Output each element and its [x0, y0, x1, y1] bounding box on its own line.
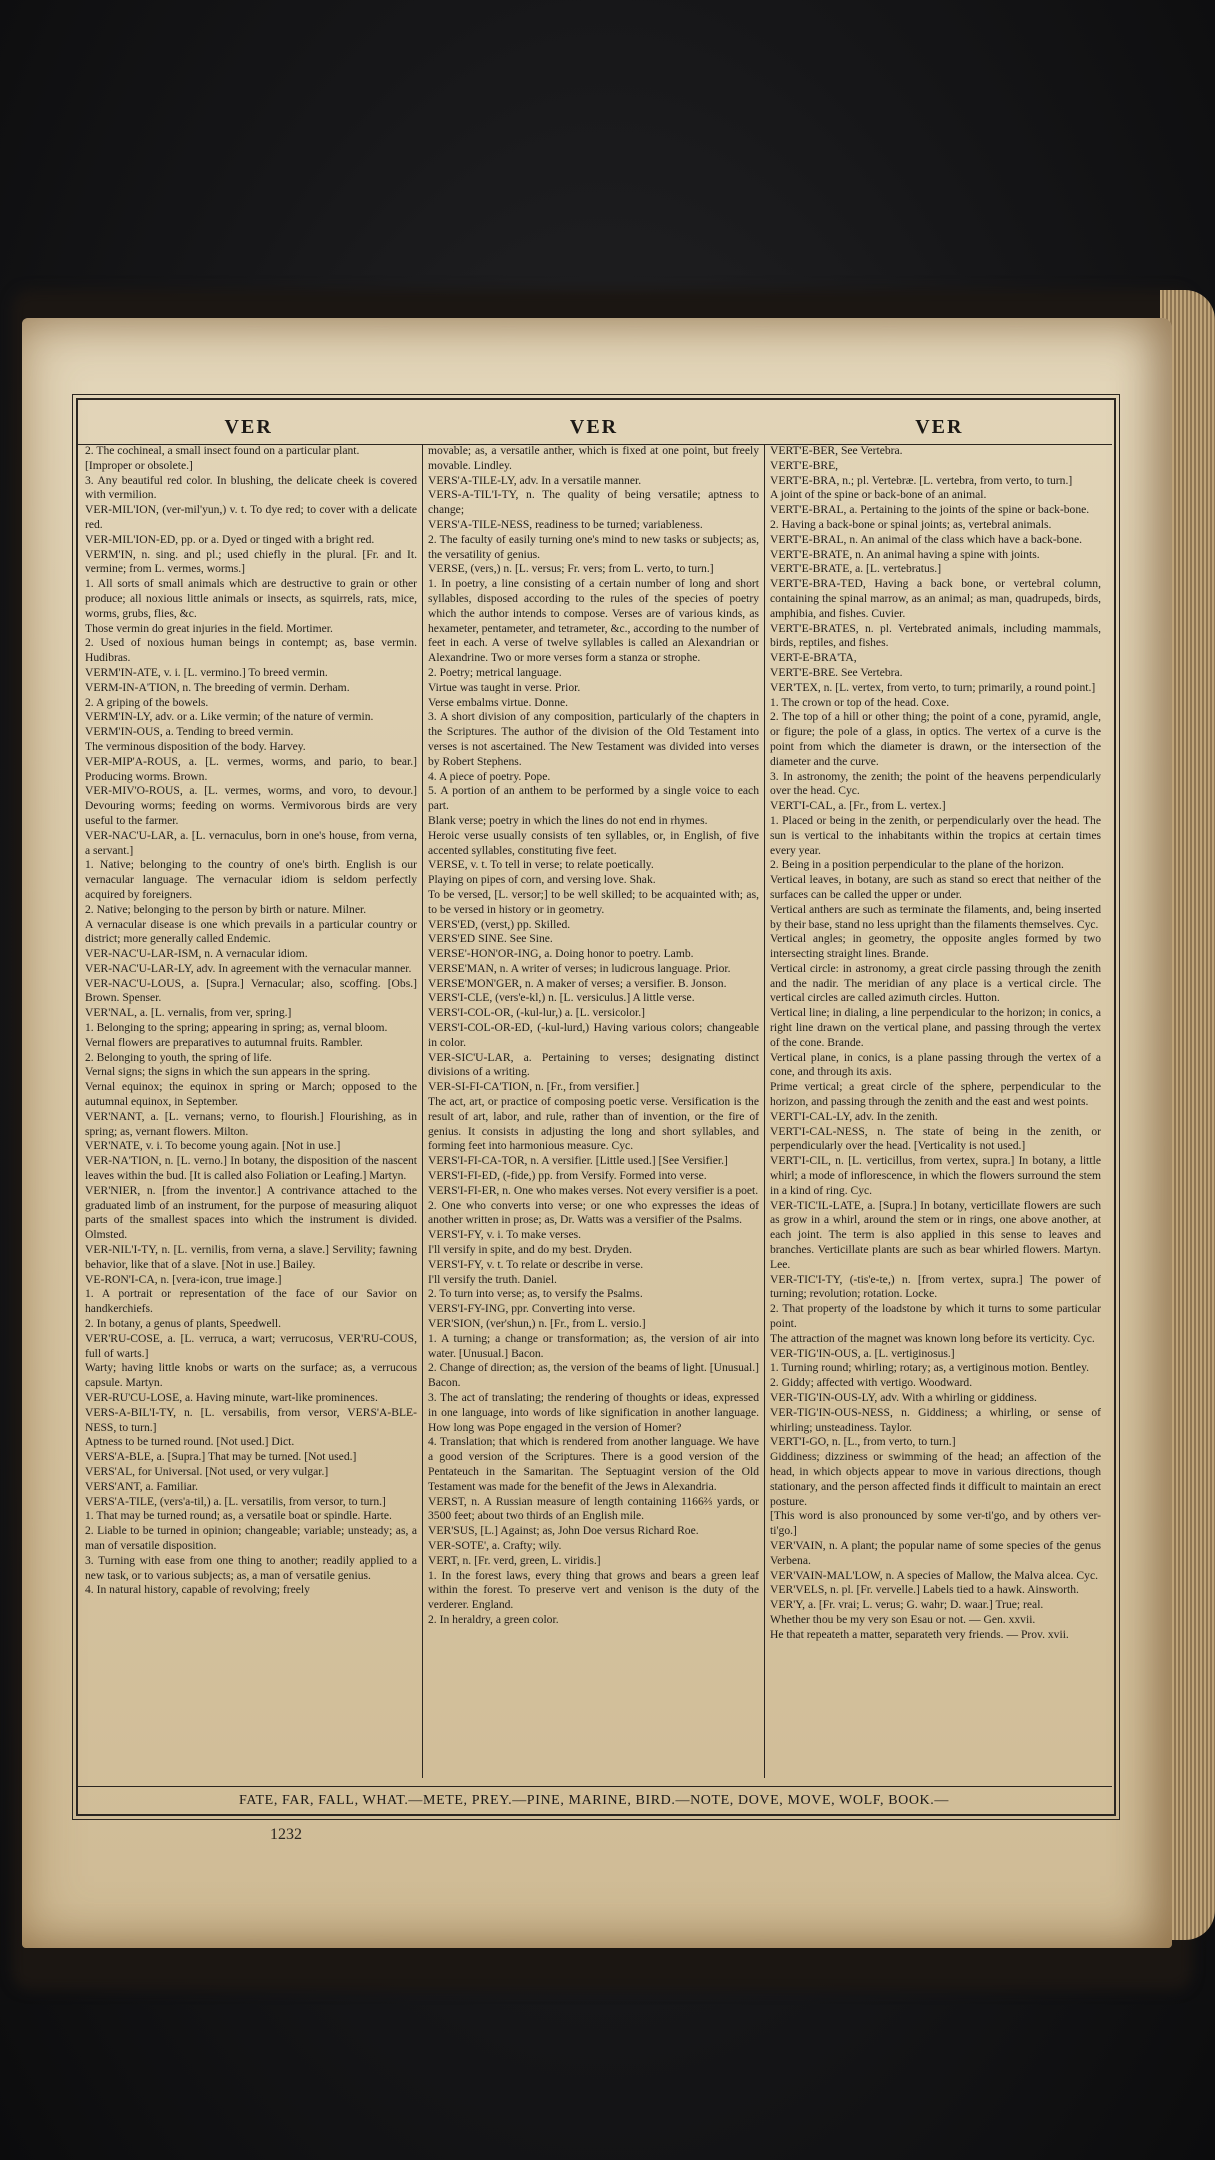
dictionary-entry: VERT'E-BER, See Vertebra. [770, 444, 903, 457]
dictionary-entry: 3. The act of translating; the rendering of thoughts or ideas, expressed in one language, into words of like signification in another language. How long was Pope engaged in the version of Homer? [428, 1391, 759, 1434]
dictionary-entry: VER-NIL'I-TY, n. [L. vernilis, from verna, a slave.] Servility; fawning behavior, like that of a slave. [Not in use.] Bailey. [85, 1243, 417, 1271]
dictionary-entry: Playing on pipes of corn, and versing love. Shak. [428, 873, 656, 887]
dictionary-entry: VER-NAC'U-LAR-LY, adv. In agreement with the vernacular manner. [85, 961, 412, 975]
dictionary-entry: 1. Turning round; whirling; rotary; as, a vertiginous motion. Bentley. [770, 1361, 1090, 1375]
dictionary-entry: 4. Translation; that which is rendered from another language. We have a good version of the Scriptures. There is a good version of the Pentateuch in the Samaritan. The Septuagint version of the Old Testament was made for the benefit of the Jews in Alexandria. [428, 1435, 759, 1493]
dictionary-entry: VERS'I-FY, v. i. To make verses. [428, 1228, 582, 1242]
dictionary-entry: VERS'A-TILE-LY, adv. In a versatile manner. [428, 473, 642, 487]
dictionary-entry: VER-NAC'U-LOUS, a. [Supra.] Vernacular; also, scoffing. [Obs.] Brown. Spenser. [85, 976, 417, 1005]
dictionary-entry: VER-NAC'U-LAR-ISM, n. A vernacular idiom. [85, 947, 308, 961]
dictionary-entry: VERS'A-TILE-NESS, readiness to be turned; variableness. [428, 517, 703, 531]
dictionary-entry: 2. Giddy; affected with vertigo. Woodward. [770, 1376, 973, 1390]
dictionary-entry: 2. Change of direction; as, the version of the beams of light. [Unusual.] Bacon. [428, 1361, 759, 1390]
pronunciation-key-footer: FATE, FAR, FALL, WHAT.—METE, PREY.—PINE, MARINE, BIRD.—NOTE, DOVE, MOVE, WOLF, BOOK.— [76, 1786, 1112, 1815]
dictionary-entry: He that repeateth a matter, separateth very friends. — Prov. xvii. [770, 1627, 1069, 1641]
dictionary-entry: VERS'I-FI-ED, (-fide,) pp. from Versify. Formed into verse. [428, 1169, 707, 1183]
dictionary-entry: 5. A portion of an anthem to be performed by a single voice to each part. [428, 784, 759, 813]
dictionary-entry: Vernal signs; the signs in which the sun appears in the spring. [85, 1065, 371, 1079]
column-header-left: VER [224, 416, 273, 438]
dictionary-entry: VER'NATE, v. i. To become young again. [Not in use.] [85, 1139, 341, 1153]
dictionary-entry: 1. All sorts of small animals which are destructive to grain or other produce; all noxious little animals or insects, as squirrels, rats, mice, worms, grubs, flies, &c. [85, 577, 417, 620]
dictionary-entry: VERS'AL, for Universal. [Not used, or very vulgar.] [85, 1464, 329, 1478]
dictionary-entry: VERT'E-BRATE, n. An animal having a spine with joints. [770, 547, 1040, 561]
running-headers [76, 412, 1112, 445]
dictionary-entry: Prime vertical; a great circle of the sphere, perpendicular to the horizon, and passing through the zenith and the east and west points. [770, 1080, 1101, 1109]
dictionary-entry: VERS'I-CLE, (vers'e-kl,) n. [L. versiculus.] A little verse. [428, 991, 695, 1005]
dictionary-entry: VERS'ED SINE. See Sine. [428, 932, 553, 946]
dictionary-entry: [This word is also pronounced by some ver-ti'go, and by others ver-ti'go.] [770, 1509, 1101, 1538]
dictionary-entry: 3. In astronomy, the zenith; the point of the heavens perpendicularly over the head. Cyc. [770, 769, 1101, 798]
dictionary-entry: 4. A piece of poetry. Pope. [428, 769, 551, 783]
dictionary-entry: VERSE'-HON'OR-ING, a. Doing honor to poetry. Lamb. [428, 947, 694, 961]
dictionary-entry: VER-TIG'IN-OUS-LY, adv. With a whirling or giddiness. [770, 1391, 1037, 1404]
dictionary-entry: 1. Placed or being in the zenith, or perpendicularly over the head. The sun is vertical to the inhabitants within the tropics at certain times every year. [770, 813, 1101, 857]
dictionary-entry: VERS'ED, (verst,) pp. Skilled. [428, 917, 571, 931]
dictionary-entry: A joint of the spine or back-bone of an animal. [770, 488, 987, 502]
dictionary-entry: VERSE, v. t. To tell in verse; to relate poetically. [428, 858, 654, 872]
dictionary-entry: Virtue was taught in verse. Prior. [428, 680, 581, 694]
column-right [764, 444, 1106, 1778]
dictionary-entry: VERT'E-BRA-TED, Having a back bone, or vertebral column, containing the spinal marrow, as an animal; as man, quadrupeds, birds, amphibia, and fishes. Cuvier. [770, 577, 1101, 620]
dictionary-entry: VERST, n. A Russian measure of length containing 1166⅔ yards, or 3500 feet; about two thirds of an English mile. [428, 1494, 759, 1523]
column-left [80, 444, 422, 1778]
dictionary-entry: VERM'IN-LY, adv. or a. Like vermin; of the nature of vermin. [85, 710, 374, 724]
dictionary-entry: Whether thou be my very son Esau or not. — Gen. xxvii. [770, 1612, 1036, 1626]
dictionary-entry: VERT'I-CIL, n. [L. verticillus, from vertex, supra.] In botany, a little whirl; a mode of inflorescence, in which the flowers surround the stem in a kind of ring. Cyc. [770, 1154, 1101, 1197]
dictionary-entry: 2. One who converts into verse; or one who expresses the ideas of another written in prose; as, Dr. Watts was a versifier of the Psalms. [428, 1198, 759, 1227]
dictionary-entry: I'll versify the truth. Daniel. [428, 1272, 557, 1286]
dictionary-entry: 2. The top of a hill or other thing; the point of a cone, pyramid, angle, or figure; the pole of a glass, in optics. The vertex of a curve is the point from which the diameter is drawn, or the intersection of the diameter and the curve. [770, 710, 1101, 768]
dictionary-entry: VERT'I-CAL, a. [Fr., from L. vertex.] [770, 799, 946, 813]
dictionary-entry: A vernacular disease is one which prevails in a particular country or district; more generally called Endemic. [85, 917, 417, 946]
dictionary-entry: Vertical angles; in geometry, the opposite angles formed by two intersecting straight lines. Brande. [770, 932, 1101, 961]
dictionary-entry: The verminous disposition of the body. Harvey. [85, 739, 306, 753]
dictionary-entry: VER-RU'CU-LOSE, a. Having minute, wart-like prominences. [85, 1391, 378, 1404]
dictionary-entry: 2. Belonging to youth, the spring of life. [85, 1050, 272, 1064]
dictionary-entry: VER-NAC'U-LAR, a. [L. vernaculus, born in one's house, from verna, a servant.] [85, 828, 417, 857]
dictionary-entry: VER'VELS, n. pl. [Fr. vervelle.] Labels tied to a hawk. Ainsworth. [770, 1583, 1079, 1597]
dictionary-entry: VERS'I-COL-OR, (-kul-lur,) a. [L. versicolor.] [428, 1006, 646, 1020]
page-number: 1232 [270, 1826, 302, 1843]
dictionary-entry: 2. Being in a position perpendicular to the plane of the horizon. [770, 858, 1064, 872]
dictionary-entry: Blank verse; poetry in which the lines do not end in rhymes. [428, 813, 708, 827]
dictionary-entry: Vertical plane, in conics, is a plane passing through the vertex of a cone, and through its axis. [770, 1050, 1101, 1079]
dictionary-entry: 2. In botany, a genus of plants, Speedwell. [85, 1317, 281, 1331]
dictionary-entry: VER'VAIN-MAL'LOW, n. A species of Mallow, the Malva alcea. Cyc. [770, 1568, 1098, 1582]
dictionary-entry: 2. Native; belonging to the person by birth or nature. Milner. [85, 902, 367, 916]
dictionary-entry: VER'TEX, n. [L. vertex, from verto, to turn; primarily, a round point.] [770, 680, 1096, 694]
dictionary-entry: VER-MIP'A-ROUS, a. [L. vermes, worms, and pario, to bear.] Producing worms. Brown. [85, 754, 417, 783]
dictionary-entry: VERT-E-BRA'TA, [770, 651, 857, 665]
column-header-middle: VER [569, 416, 619, 438]
dictionary-entry: VER'NANT, a. [L. vernans; verno, to flourish.] Flourishing, as in spring; as, vernant flowers. Milton. [85, 1109, 417, 1138]
dictionary-entry: VERT, n. [Fr. verd, green, L. viridis.] [428, 1553, 601, 1567]
dictionary-entry: VERM-IN-A'TION, n. The breeding of vermin. Derham. [85, 680, 350, 694]
dictionary-entry: Warty; having little knobs or warts on the surface; as, a verrucous capsule. Martyn. [85, 1361, 417, 1390]
dictionary-entry: VERS'I-FI-CA-TOR, n. A versifier. [Little used.] [See Versifier.] [428, 1154, 728, 1168]
dictionary-entry: VERM'IN, n. sing. and pl.; used chiefly in the plural. [Fr. and It. vermine; from L. vermes, worms.] [85, 547, 417, 576]
dictionary-entry: VER'NIER, n. [from the inventor.] A contrivance attached to the graduated limb of an instrument, for the purpose of measuring aliquot parts of the smallest spaces into which the instrument is divided. Olmsted. [85, 1183, 417, 1242]
dictionary-entry: VERS'I-FY-ING, ppr. Converting into verse. [428, 1302, 636, 1316]
dictionary-entry: Vertical line; in dialing, a line perpendicular to the horizon; in conics, a right line drawn on the vertical plane, and passing through the vertex of the cone. Brande. [770, 1006, 1101, 1049]
dictionary-entry: VER-SI-FI-CA'TION, n. [Fr., from versifier.] [428, 1080, 640, 1094]
dictionary-entry: [Improper or obsolete.] [85, 458, 193, 472]
dictionary-entry: 3. Any beautiful red color. In blushing, the delicate cheek is covered with vermilion. [85, 473, 417, 502]
dictionary-entry: VER'NAL, a. [L. vernalis, from ver, spring.] [85, 1006, 292, 1020]
dictionary-entry: 2. Having a back-bone or spinal joints; as, vertebral animals. [770, 517, 1052, 531]
dictionary-entry: VER-SOTE', a. Crafty; wily. [428, 1538, 562, 1552]
dictionary-entry: 2. Poetry; metrical language. [428, 665, 562, 679]
dictionary-entry: 1. Native; belonging to the country of one's birth. English is our vernacular language. The vernacular idiom is seldom perfectly acquired by foreigners. [85, 858, 417, 901]
dictionary-entry: VERM'IN-ATE, v. i. [L. vermino.] To breed vermin. [85, 665, 328, 679]
dictionary-entry: 2. Used of noxious human beings in contempt; as, base vermin. Hudibras. [85, 636, 417, 665]
dictionary-entry: VERT'E-BRE, [770, 458, 839, 472]
dictionary-entry: 1. A turning; a change or transformation; as, the version of air into water. [Unusual.] Bacon. [428, 1331, 759, 1360]
dictionary-entry: 3. Turning with ease from one thing to another; readily applied to a new task, or to various subjects; as, a man of versatile genius. [85, 1553, 417, 1582]
dictionary-entry: 3. A short division of any composition, particularly of the chapters in the Scriptures. The author of the division of the Old Testament into verses is not ascertained. The New Testament was divided into verses by Robert Stephens. [428, 710, 759, 768]
dictionary-entry: VER-MIL'ION-ED, pp. or a. Dyed or tinged with a bright red. [85, 532, 375, 546]
column-middle [422, 444, 764, 1778]
dictionary-entry: VERT'E-BRA, n.; pl. Vertebræ. [L. vertebra, from verto, to turn.] [770, 473, 1073, 487]
dictionary-entry: The act, art, or practice of composing poetic verse. Versification is the result of art, labor, and rule, rather than of invention, or the fire of genius. It consists in adjusting the long and short syllables, and forming feet into harmonious measure. Cyc. [428, 1095, 759, 1153]
dictionary-entry: 2. The faculty of easily turning one's mind to new tasks or subjects; as, the versatility of genius. [428, 532, 759, 561]
dictionary-entry: VERS-A-BIL'I-TY, n. [L. versabilis, from versor, VERS'A-BLE-NESS, to turn.] [85, 1405, 417, 1434]
dictionary-entry: VERT'E-BRAL, a. Pertaining to the joints of the spine or back-bone. [770, 503, 1090, 517]
dictionary-entry: VERT'E-BRAL, n. An animal of the class which have a back-bone. [770, 532, 1083, 546]
dictionary-entry: VERM'IN-OUS, a. Tending to breed vermin. [85, 725, 294, 739]
dictionary-entry: VERS'ANT, a. Familiar. [85, 1479, 198, 1493]
dictionary-entry: 2. To turn into verse; as, to versify the Psalms. [428, 1287, 643, 1301]
text-columns [80, 444, 1108, 1778]
dictionary-entry: VERT'I-GO, n. [L., from verto, to turn.] [770, 1435, 956, 1449]
dictionary-entry: Vertical anthers are such as terminate the filaments, and, being inserted by their base, stand no less upright than the filaments themselves. Cyc. [770, 902, 1101, 931]
dictionary-entry: Vertical leaves, in botany, are such as stand so erect that neither of the surfaces can be called the upper or under. [770, 873, 1101, 901]
dictionary-entry: 1. A portrait or representation of the face of our Savior on handkerchiefs. [85, 1287, 417, 1316]
dictionary-entry: Aptness to be turned round. [Not used.] Dict. [85, 1435, 295, 1449]
dictionary-entry: VER'SUS, [L.] Against; as, John Doe versus Richard Roe. [428, 1524, 699, 1538]
dictionary-entry: VER-TIC'I-TY, (-tis'e-te,) n. [from vertex, supra.] The power of turning; revolution; rotation. Locke. [770, 1272, 1101, 1301]
dictionary-entry: VERS'A-TILE, (vers'a-til,) a. [L. versatilis, from versor, to turn.] [85, 1494, 386, 1508]
dictionary-entry: VER-MIV'O-ROUS, a. [L. vermes, worms, and voro, to devour.] Devouring worms; feeding on worms. Vermivorous birds are very useful to the farmer. [85, 784, 417, 827]
dictionary-entry: Vernal equinox; the equinox in spring or March; opposed to the autumnal equinox, in September. [85, 1080, 417, 1109]
dictionary-entry: VER-NA'TION, n. [L. verno.] In botany, the disposition of the nascent leaves within the bud. [It is called also Foliation or Leafing.] Martyn. [85, 1154, 417, 1183]
dictionary-entry: Heroic verse usually consists of ten syllables, or, in English, of five accented syllables, constituting five feet. [428, 828, 759, 857]
dictionary-entry: VER'RU-COSE, a. [L. verruca, a wart; verrucosus, VER'RU-COUS, full of warts.] [85, 1331, 417, 1360]
dictionary-entry: VERSE'MAN, n. A writer of verses; in ludicrous language. Prior. [428, 961, 731, 975]
dictionary-entry: VERT'E-BRATES, n. pl. Vertebrated animals, including mammals, birds, reptiles, and fishes. [770, 621, 1101, 650]
dictionary-entry: movable; as, a versatile anther, which is fixed at one point, but freely movable. Lindley. [428, 444, 759, 472]
dictionary-entry: VER-SIC'U-LAR, a. Pertaining to verses; designating distinct divisions of a writing. [428, 1050, 759, 1079]
dictionary-entry: VER'VAIN, n. A plant; the popular name of some species of the genus Verbena. [770, 1538, 1101, 1567]
dictionary-entry: To be versed, [L. versor;] to be well skilled; to be acquainted with; as, to be versed in history or in geometry. [428, 887, 759, 916]
dictionary-entry: VERS'I-FI-ER, n. One who makes verses. Not every versifier is a poet. [428, 1183, 759, 1197]
dictionary-entry: Vertical circle: in astronomy, a great circle passing through the zenith and the nadir. The meridian of any place is a vertical circle. The vertical circles are called azimuth circles. Hutton. [770, 961, 1101, 1005]
dictionary-entry: VERT'E-BRE. See Vertebra. [770, 665, 903, 679]
dictionary-entry: Those vermin do great injuries in the field. Mortimer. [85, 621, 333, 635]
dictionary-entry: 2. In heraldry, a green color. [428, 1612, 559, 1626]
dictionary-entry: VER'Y, a. [Fr. vrai; L. verus; G. wahr; D. waar.] True; real. [770, 1598, 1044, 1612]
dictionary-entry: VER'SION, (ver'shun,) n. [Fr., from L. versio.] [428, 1317, 646, 1331]
dictionary-entry: 2. The cochineal, a small insect found on a particular plant. [85, 444, 360, 457]
dictionary-entry: 2. That property of the loadstone by which it turns to some particular point. [770, 1302, 1101, 1331]
dictionary-entry: 2. Liable to be turned in opinion; changeable; variable; unsteady; as, a man of versatile disposition. [85, 1524, 417, 1552]
dictionary-entry: VERSE'MON'GER, n. A maker of verses; a versifier. B. Jonson. [428, 976, 727, 990]
column-header-right: VER [915, 416, 964, 438]
dictionary-entry: VERS'I-COL-OR-ED, (-kul-lurd,) Having various colors; changeable in color. [428, 1021, 759, 1049]
dictionary-entry: 1. In the forest laws, every thing that grows and bears a green leaf within the forest. To preserve vert and venison is the duty of the verderer. England. [428, 1568, 759, 1612]
dictionary-entry: 1. Belonging to the spring; appearing in spring; as, vernal bloom. [85, 1021, 388, 1035]
dictionary-entry: 2. A griping of the bowels. [85, 695, 209, 709]
dictionary-entry: Verse embalms virtue. Donne. [428, 695, 569, 709]
dictionary-entry: VER-TIC'IL-LATE, a. [Supra.] In botany, verticillate flowers are such as grow in a whirl, around the stem or in rings, one above another, at each joint. The term is also applied in this sense to leaves and branches. Verticillate plants are such as bear whirled flowers. Martyn. Lee. [770, 1198, 1101, 1271]
dictionary-entry: VERS'I-FY, v. t. To relate or describe in verse. [428, 1257, 644, 1271]
dictionary-entry: 1. That may be turned round; as, a versatile boat or spindle. Harte. [85, 1509, 392, 1523]
dictionary-entry: VER-TIG'IN-OUS-NESS, n. Giddiness; a whirling, or sense of whirling; unsteadiness. Taylor. [770, 1405, 1101, 1434]
dictionary-entry: Giddiness; dizziness or swimming of the head; an affection of the head, in which objects appear to move in various directions, though stationary, and the person affected finds it difficult to maintain an erect posture. [770, 1450, 1101, 1508]
dictionary-entry: VER-MIL'ION, (ver-mil'yun,) v. t. To dye red; to cover with a delicate red. [85, 503, 417, 531]
dictionary-entry: VERT'I-CAL-LY, adv. In the zenith. [770, 1109, 938, 1123]
dictionary-entry: 1. In poetry, a line consisting of a certain number of long and short syllables, disposed according to the rules of the species of poetry which the author intends to compose. Verses are of various kinds, as hexameter, pentameter, and tetrameter, &c., according to the number of feet in each. A verse of twelve syllables is called an Alexandrian or Alexandrine. Two or more verses form a stanza or strophe. [428, 577, 759, 665]
dictionary-entry: 1. The crown or top of the head. Coxe. [770, 695, 950, 709]
dictionary-entry: 4. In natural history, capable of revolving; freely [85, 1583, 310, 1597]
dictionary-entry: Vernal flowers are preparatives to autumnal fruits. Rambler. [85, 1035, 363, 1049]
dictionary-entry: The attraction of the magnet was known long before its verticity. Cyc. [770, 1331, 1095, 1345]
dictionary-entry: VERSE, (vers,) n. [L. versus; Fr. vers; from L. verto, to turn.] [428, 562, 714, 576]
dictionary-entry: VERS-A-TIL'I-TY, n. The quality of being versatile; aptness to change; [428, 488, 759, 517]
dictionary-entry: VERT'I-CAL-NESS, n. The state of being in the zenith, or perpendicularly over the head. [Verticality is not used.] [770, 1124, 1101, 1153]
dictionary-entry: VER-TIG'IN-OUS, a. [L. vertiginosus.] [770, 1346, 955, 1360]
dictionary-entry: VERT'E-BRATE, a. [L. vertebratus.] [770, 562, 942, 576]
dictionary-entry: VERS'A-BLE, a. [Supra.] That may be turned. [Not used.] [85, 1450, 357, 1464]
dictionary-entry: I'll versify in spite, and do my best. Dryden. [428, 1243, 632, 1257]
dictionary-entry: VE-RON'I-CA, n. [vera-icon, true image.] [85, 1272, 282, 1286]
